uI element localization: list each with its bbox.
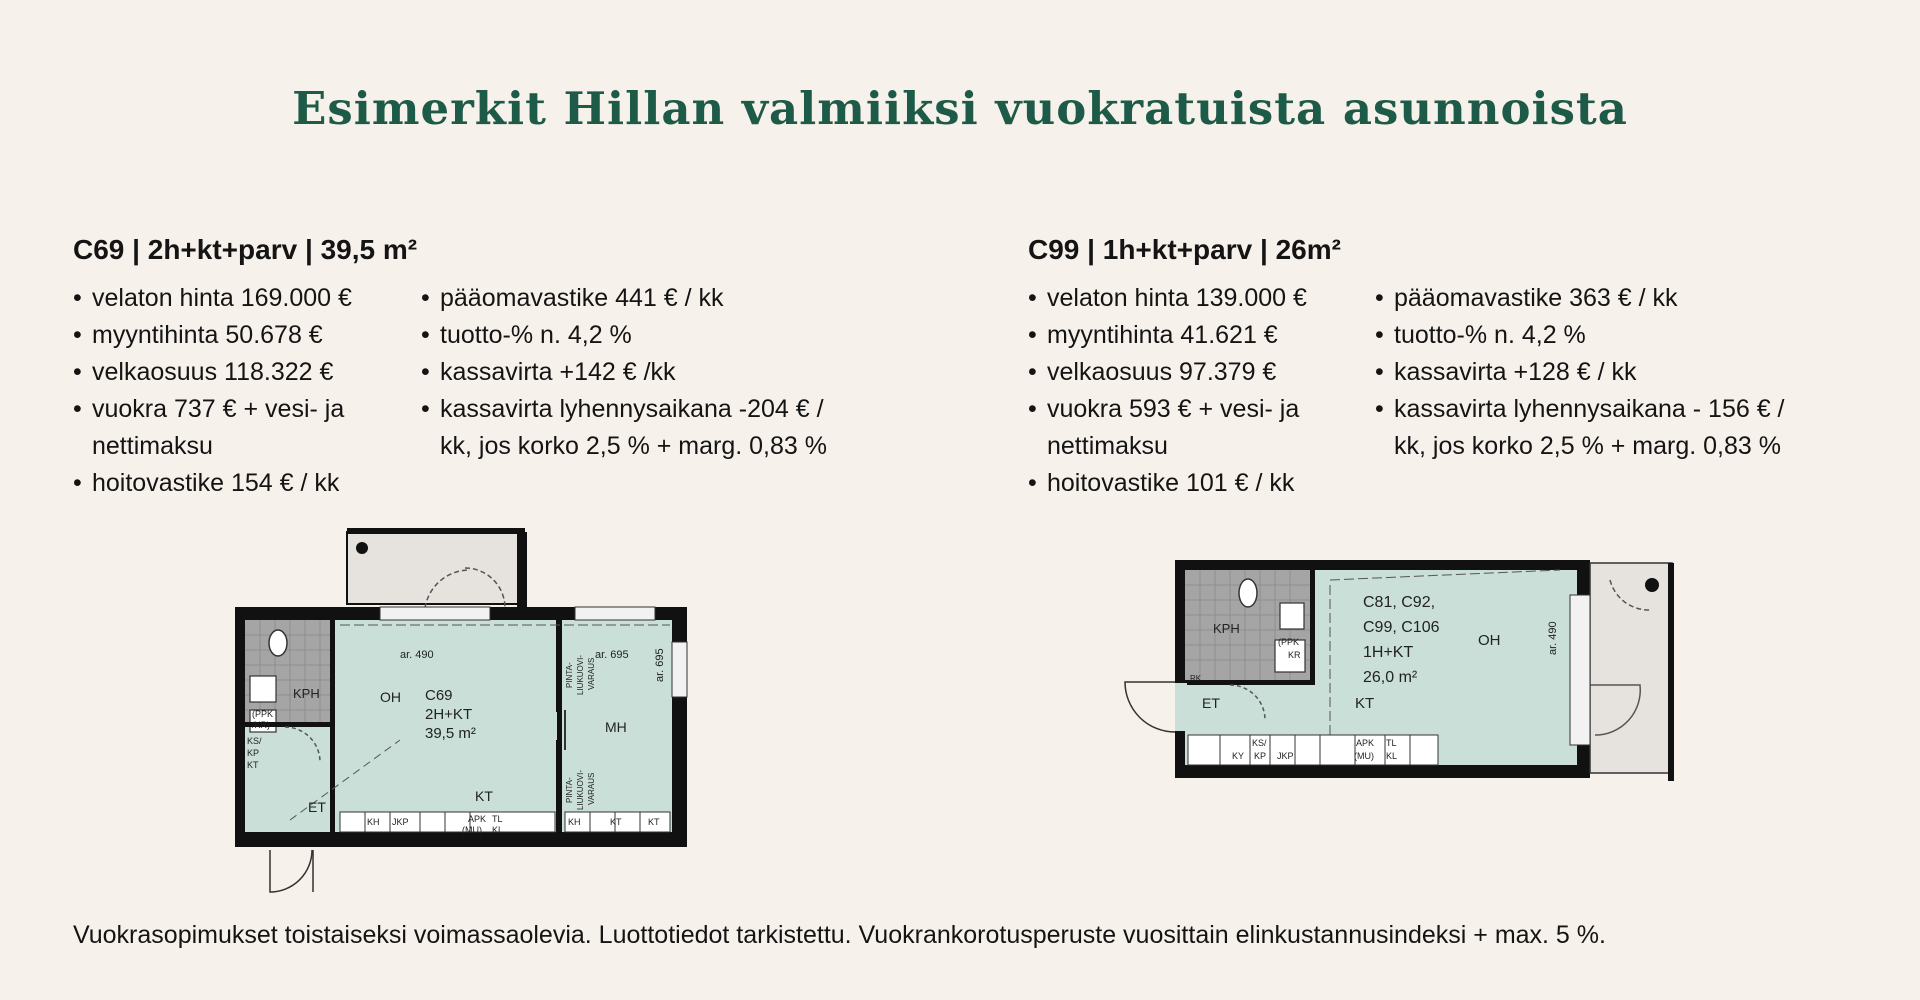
room-kt: KT [1355,695,1375,712]
list-item: • myyntihinta 50.678 € [73,317,421,354]
plan-type: 2H+KT [425,706,473,723]
plan-label: KR [1288,650,1301,660]
plan-label: TL [1386,738,1397,748]
plan-area: 39,5 m² [425,725,476,742]
plan-label: KT [648,817,660,827]
plan-label: (PPK [1278,637,1300,647]
plan-label: (PPK [252,709,274,719]
details-column-1 [73,280,421,502]
plan-unit: C99, C106 [1363,619,1440,636]
plan-label: APK [468,814,487,824]
plan-label: KS/ [247,736,262,746]
plan-label: VARAUS [587,657,596,690]
plan-label: LIUKUOVI- [576,769,585,810]
list-item: • pääomavastike 441 € / kk [421,280,861,317]
plan-type: 1H+KT [1363,644,1414,661]
plan-label: KS/ [1252,738,1267,748]
plan-label: KL [492,825,504,835]
balcony [347,532,521,604]
room-mh: MH [605,719,627,735]
plan-label: (MU) [1354,751,1374,761]
plan-label: RK [1190,674,1202,683]
list-item: • velkaosuus 118.322 € [73,354,421,391]
plan-unit: C81, C92, [1363,594,1436,611]
plan-label: KP [1254,751,1267,761]
room-et: ET [1202,695,1220,711]
listing-details [73,280,861,502]
list-item: • velaton hinta 139.000 € [1028,280,1375,317]
list-item: • kassavirta +128 € / kk [1375,354,1815,391]
plan-label: KH [568,817,581,827]
dimension-label: ar. 490 [1547,621,1559,655]
plan-label: JKP [1277,751,1294,761]
plan-label: TL [492,814,503,824]
list-item: • kassavirta +142 € /kk [421,354,861,391]
dimension-label: ar. 695 [654,648,666,682]
floor-plan-c99 [1120,555,1680,790]
listing-c69 [73,234,861,502]
plan-label: (MU) [462,825,482,835]
details-column-1 [1028,280,1375,502]
room-kt: KT [475,788,493,804]
list-item: • hoitovastike 101 € / kk [1028,465,1375,502]
page-title: Esimerkit Hillan valmiiksi vuokratuista asunnoista [292,82,1628,135]
plan-label: PINTA- [565,662,574,688]
plan-area: 26,0 m² [1363,669,1418,686]
details-column-2 [421,280,861,502]
list-item: • tuotto-% n. 4,2 % [1375,317,1815,354]
room-oh: OH [380,689,401,705]
listing-details [1028,280,1815,502]
list-item: • velkaosuus 97.379 € [1028,354,1375,391]
footnote: Vuokrasopimukset toistaiseksi voimassaolevia. Luottotiedot tarkistettu. Vuokrankorotusperuste vuosittain elinkustannusindeksi + max. 5 %. [73,921,1606,949]
plan-label: KY [1232,751,1245,761]
room-kph: KPH [1213,621,1240,636]
plan-label: VARAUS [587,772,596,805]
plan-label: KP [247,748,260,758]
plan-label: KL [1386,751,1398,761]
floor-plan-c69 [230,520,690,895]
plan-label: JKP [392,817,409,827]
plan-label: PINTA- [565,777,574,803]
list-item: • myyntihinta 41.621 € [1028,317,1375,354]
balcony [1590,563,1672,773]
list-item: • vuokra 593 € + vesi- ja nettimaksu [1028,391,1375,465]
list-item: • hoitovastike 154 € / kk [73,465,421,502]
list-item: • kassavirta lyhennysaikana - 156 € / kk, jos korko 2,5 % + marg. 0,83 % [1375,391,1815,465]
room-kph: KPH [293,686,320,701]
room-oh: OH [1478,632,1501,649]
dimension-label: ar. 695 [595,649,629,661]
list-item: • vuokra 737 € + vesi- ja nettimaksu [73,391,421,465]
listing-c99 [1028,234,1815,502]
room-et: ET [308,799,326,815]
list-item: • pääomavastike 363 € / kk [1375,280,1815,317]
plan-label: APK [1356,738,1375,748]
listing-heading: C99 | 1h+kt+parv | 26m² [1028,234,1341,265]
plan-label: KT [610,817,622,827]
listing-heading: C69 | 2h+kt+parv | 39,5 m² [73,234,418,265]
details-column-2 [1375,280,1815,502]
list-item: • kassavirta lyhennysaikana -204 € / kk, jos korko 2,5 % + marg. 0,83 % [421,391,861,465]
plan-label: KT [247,760,259,770]
list-item: • velaton hinta 169.000 € [73,280,421,317]
plan-unit: C69 [425,687,453,704]
plan-label: LIUKUOVI- [576,654,585,695]
plan-label: KH [367,817,380,827]
list-item: • tuotto-% n. 4,2 % [421,317,861,354]
dimension-label: ar. 490 [400,649,434,661]
plan-label: /KR) [252,720,270,730]
